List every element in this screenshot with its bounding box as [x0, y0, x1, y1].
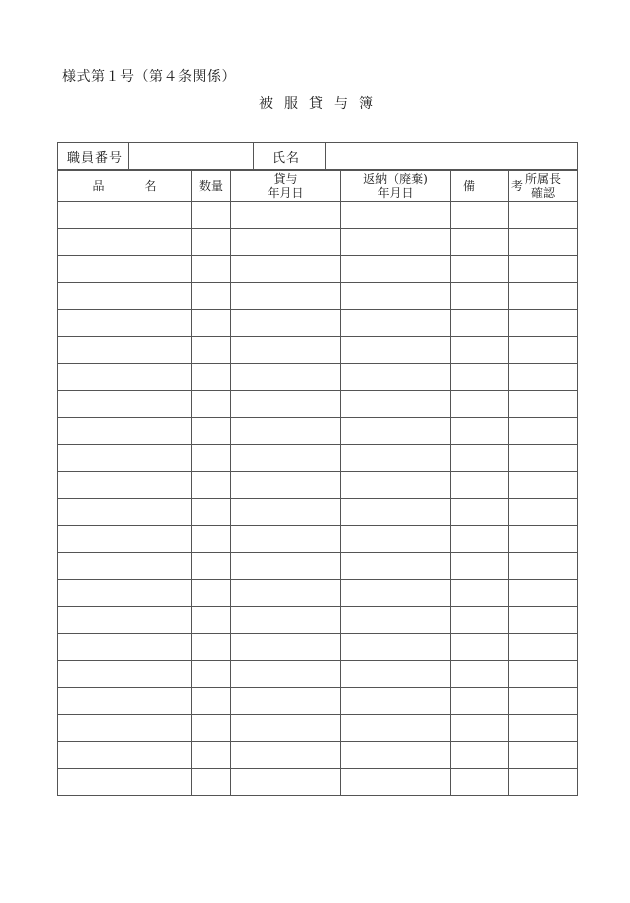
return-date-cell[interactable] [341, 688, 451, 715]
return-date-cell[interactable] [341, 202, 451, 229]
item-name-cell[interactable] [58, 202, 192, 229]
quantity-cell[interactable] [192, 634, 231, 661]
return-label: 返納（廃棄) [363, 171, 428, 186]
return-date-cell[interactable] [341, 715, 451, 742]
quantity-cell[interactable] [192, 418, 231, 445]
lend-date-cell[interactable] [231, 472, 341, 499]
remarks-cell[interactable] [451, 229, 509, 256]
quantity-cell[interactable] [192, 526, 231, 553]
remarks-cell[interactable] [451, 499, 509, 526]
remarks-cell[interactable] [451, 553, 509, 580]
chief-confirm-cell[interactable] [509, 310, 578, 337]
lend-date-cell[interactable] [231, 580, 341, 607]
quantity-cell[interactable] [192, 499, 231, 526]
ledger-row [58, 742, 578, 769]
quantity-cell[interactable] [192, 580, 231, 607]
ledger-row [58, 418, 578, 445]
col-header-remarks: 備 考 [451, 170, 509, 202]
confirm-label: 確認 [530, 185, 555, 200]
chief-confirm-cell[interactable] [509, 499, 578, 526]
quantity-cell[interactable] [192, 256, 231, 283]
document-title: 被服貸与簿 [259, 96, 384, 112]
ledger-row [58, 607, 578, 634]
quantity-cell[interactable] [192, 229, 231, 256]
chief-confirm-cell[interactable] [509, 472, 578, 499]
remarks-cell[interactable] [451, 607, 509, 634]
lending-ledger-table [57, 169, 578, 796]
chief-confirm-cell[interactable] [509, 364, 578, 391]
remarks-cell[interactable] [451, 202, 509, 229]
item-name-cell[interactable] [58, 256, 192, 283]
quantity-cell[interactable] [192, 553, 231, 580]
lend-date-cell[interactable] [231, 715, 341, 742]
ledger-row [58, 472, 578, 499]
remarks-cell[interactable] [451, 283, 509, 310]
remarks-cell[interactable] [451, 445, 509, 472]
remarks-cell[interactable] [451, 715, 509, 742]
return-date-cell[interactable] [341, 526, 451, 553]
lend-date-cell[interactable] [231, 688, 341, 715]
remarks-cell[interactable] [451, 526, 509, 553]
chief-confirm-cell[interactable] [509, 418, 578, 445]
item-name-cell[interactable] [58, 310, 192, 337]
ledger-row [58, 337, 578, 364]
ledger-row [58, 499, 578, 526]
item-name-cell[interactable] [58, 337, 192, 364]
ledger-row [58, 715, 578, 742]
remarks-cell[interactable] [451, 337, 509, 364]
item-name-cell[interactable] [58, 472, 192, 499]
chief-confirm-cell[interactable] [509, 769, 578, 796]
quantity-cell[interactable] [192, 688, 231, 715]
ledger-row [58, 391, 578, 418]
ledger-row [58, 769, 578, 796]
col-header-return-date [341, 170, 451, 202]
remarks-cell[interactable] [451, 580, 509, 607]
ledger-row [58, 688, 578, 715]
item-name-cell[interactable] [58, 580, 192, 607]
item-name-cell[interactable] [58, 499, 192, 526]
chief-confirm-cell[interactable] [509, 229, 578, 256]
ledger-body [58, 202, 578, 796]
ledger-row [58, 256, 578, 283]
remarks-cell[interactable] [451, 364, 509, 391]
ledger-row [58, 445, 578, 472]
chief-confirm-cell[interactable] [509, 742, 578, 769]
quantity-cell[interactable] [192, 445, 231, 472]
lend-date-cell[interactable] [231, 310, 341, 337]
item-name-cell[interactable] [58, 607, 192, 634]
remarks-cell[interactable] [451, 310, 509, 337]
return-date-cell[interactable] [341, 310, 451, 337]
quantity-cell[interactable] [192, 283, 231, 310]
quantity-cell[interactable] [192, 391, 231, 418]
item-name-cell[interactable] [58, 391, 192, 418]
employee-number-field[interactable] [129, 143, 254, 171]
return-date-cell[interactable] [341, 283, 451, 310]
return-date-cell[interactable] [341, 634, 451, 661]
item-name-cell[interactable] [58, 688, 192, 715]
ledger-row [58, 634, 578, 661]
ledger-row [58, 526, 578, 553]
form-number-label: 様式第１号（第４条関係） [62, 69, 236, 85]
employee-number-label: 職員番号 [58, 143, 129, 171]
employee-info-row [58, 143, 578, 171]
remarks-cell[interactable] [451, 472, 509, 499]
remarks-cell[interactable] [451, 742, 509, 769]
quantity-cell[interactable] [192, 769, 231, 796]
item-name-cell[interactable] [58, 526, 192, 553]
chief-confirm-cell[interactable] [509, 445, 578, 472]
return-date-cell[interactable] [341, 337, 451, 364]
return-date-cell[interactable] [341, 742, 451, 769]
lend-date-label: 年月日 [267, 185, 304, 200]
return-date-cell[interactable] [341, 553, 451, 580]
return-date-cell[interactable] [341, 256, 451, 283]
quantity-cell[interactable] [192, 472, 231, 499]
lend-date-cell[interactable] [231, 634, 341, 661]
col-header-quantity: 数量 [192, 170, 231, 202]
chief-confirm-cell[interactable] [509, 715, 578, 742]
quantity-cell[interactable] [192, 607, 231, 634]
chief-confirm-cell[interactable] [509, 661, 578, 688]
employee-info-table [57, 142, 578, 171]
return-date-cell[interactable] [341, 472, 451, 499]
return-date-cell[interactable] [341, 661, 451, 688]
chief-confirm-cell[interactable] [509, 283, 578, 310]
lend-date-cell[interactable] [231, 391, 341, 418]
item-name-cell[interactable] [58, 634, 192, 661]
chief-confirm-cell[interactable] [509, 580, 578, 607]
return-date-cell[interactable] [341, 445, 451, 472]
ledger-header-row [58, 170, 578, 202]
lend-label: 貸与 [273, 171, 298, 186]
ledger-row [58, 553, 578, 580]
lend-date-cell[interactable] [231, 229, 341, 256]
ledger-row [58, 580, 578, 607]
chief-confirm-cell[interactable] [509, 256, 578, 283]
quantity-cell[interactable] [192, 310, 231, 337]
lend-date-cell[interactable] [231, 526, 341, 553]
lend-date-cell[interactable] [231, 607, 341, 634]
quantity-cell[interactable] [192, 364, 231, 391]
item-name-cell[interactable] [58, 715, 192, 742]
lend-date-cell[interactable] [231, 283, 341, 310]
ledger-row [58, 202, 578, 229]
return-date-cell[interactable] [341, 391, 451, 418]
chief-confirm-cell[interactable] [509, 607, 578, 634]
return-date-cell[interactable] [341, 769, 451, 796]
return-date-cell[interactable] [341, 499, 451, 526]
lend-date-cell[interactable] [231, 742, 341, 769]
quantity-cell[interactable] [192, 742, 231, 769]
lend-date-cell[interactable] [231, 553, 341, 580]
item-name-cell[interactable] [58, 769, 192, 796]
chief-confirm-cell[interactable] [509, 202, 578, 229]
ledger-row [58, 283, 578, 310]
item-name-cell[interactable] [58, 283, 192, 310]
item-name-cell[interactable] [58, 553, 192, 580]
item-name-cell[interactable] [58, 418, 192, 445]
quantity-cell[interactable] [192, 337, 231, 364]
return-date-label: 年月日 [377, 185, 414, 200]
return-date-cell[interactable] [341, 607, 451, 634]
quantity-cell[interactable] [192, 715, 231, 742]
lend-date-cell[interactable] [231, 337, 341, 364]
ledger-row [58, 310, 578, 337]
ledger-row [58, 364, 578, 391]
col-header-item-name: 品 名 [58, 170, 192, 202]
chief-confirm-cell[interactable] [509, 526, 578, 553]
lend-date-cell[interactable] [231, 445, 341, 472]
chief-confirm-cell[interactable] [509, 553, 578, 580]
lend-date-cell[interactable] [231, 499, 341, 526]
lend-date-cell[interactable] [231, 418, 341, 445]
remarks-cell[interactable] [451, 256, 509, 283]
lend-date-cell[interactable] [231, 364, 341, 391]
lend-date-cell[interactable] [231, 202, 341, 229]
lend-date-cell[interactable] [231, 769, 341, 796]
return-date-cell[interactable] [341, 229, 451, 256]
remarks-cell[interactable] [451, 688, 509, 715]
return-date-cell[interactable] [341, 418, 451, 445]
name-field[interactable] [326, 143, 578, 171]
ledger-row [58, 661, 578, 688]
return-date-cell[interactable] [341, 364, 451, 391]
lend-date-cell[interactable] [231, 661, 341, 688]
chief-confirm-cell[interactable] [509, 688, 578, 715]
remarks-cell[interactable] [451, 391, 509, 418]
item-name-cell[interactable] [58, 742, 192, 769]
remarks-cell[interactable] [451, 418, 509, 445]
quantity-cell[interactable] [192, 661, 231, 688]
remarks-cell[interactable] [451, 634, 509, 661]
item-name-cell[interactable] [58, 445, 192, 472]
chief-confirm-cell[interactable] [509, 337, 578, 364]
col-header-lend-date [231, 170, 341, 202]
remarks-cell[interactable] [451, 769, 509, 796]
lend-date-cell[interactable] [231, 256, 341, 283]
chief-label: 所属長 [524, 171, 561, 186]
chief-confirm-cell[interactable] [509, 391, 578, 418]
item-name-cell[interactable] [58, 229, 192, 256]
item-name-cell[interactable] [58, 661, 192, 688]
ledger-row [58, 229, 578, 256]
return-date-cell[interactable] [341, 580, 451, 607]
item-name-cell[interactable] [58, 364, 192, 391]
remarks-cell[interactable] [451, 661, 509, 688]
name-label: 氏名 [254, 143, 326, 171]
chief-confirm-cell[interactable] [509, 634, 578, 661]
quantity-cell[interactable] [192, 202, 231, 229]
